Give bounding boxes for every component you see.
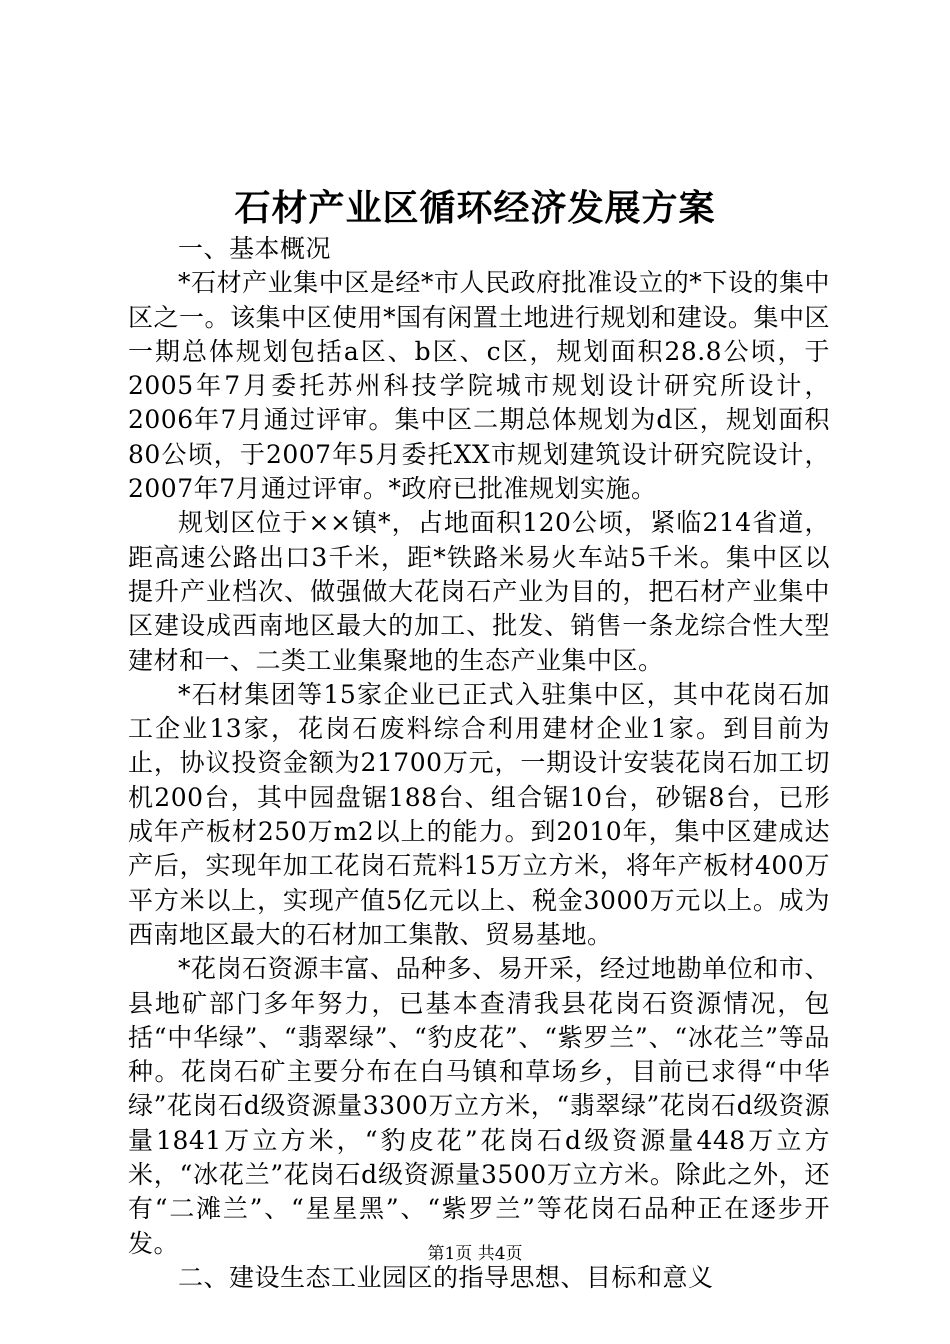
section-heading-basic-overview: 一、基本概况 [178,234,332,263]
paragraph-enterprises: *石材集团等15家企业已正式入驻集中区，其中花岗石加工企业13家，花岗石废料综合利用建材企业1家。到目前为止，协议投资金额为21700万元，一期设计安装花岗石加工切机200台，其中园盘锯188台、组合锯10台，砂锯8台，已形成年产板材250万m2以上的能力。到2010年，集中区建成达产后，实现年加工花岗石荒料15万立方米，将年产板材400万平方米以上，实现产值5亿元以上、税金3000万元以上。成为西南地区最大的石材加工集散、贸易基地。 [128,679,830,949]
paragraph-location: 规划区位于××镇*，占地面积120公顷，紧临214省道，距高速公路出口3千米，距*铁路米易火车站5千米。集中区以提升产业档次、做强做大花岗石产业为目的，把石材产业集中区建设成西南地区最大的加工、批发、销售一条龙综合性大型建材和一、二类工业集聚地的生态产业集中区。 [128,508,830,675]
page-number-footer: 第1页 共4页 [427,1244,523,1264]
section-heading-guiding-ideas: 二、建设生态工业园区的指导思想、目标和意义 [178,1262,714,1292]
paragraph-planning-overview: *石材产业集中区是经*市人民政府批准设立的*下设的集中区之一。该集中区使用*国有闲置土地进行规划和建设。集中区一期总体规划包括a区、b区、c区，规划面积28.8公顷，于2005年7月委托苏州科技学院城市规划设计研究所设计，2006年7月通过评审。集中区二期总体规划为d区，规划面积80公顷，于2007年5月委托XX市规划建筑设计研究院设计，2007年7月通过评审。*政府已批准规划实施。 [128,268,830,504]
document-title: 石材产业区循环经济发展方案 [234,187,716,229]
paragraph-granite-resources: *花岗石资源丰富、品种多、易开采，经过地勘单位和市、县地矿部门多年努力，已基本查清我县花岗石资源情况，包括“中华绿”、“翡翠绿”、“豹皮花”、“紫罗兰”、“冰花兰”等品种。花岗石矿主要分布在白马镇和草场乡，目前已求得“中华绿”花岗石d级资源量3300万立方米，“翡翠绿”花岗石d级资源量1841万立方米，“豹皮花”花岗石d级资源量448万立方米，“冰花兰”花岗石d级资源量3500万立方米。除此之外，还有“二滩兰”、“星星黑”、“紫罗兰”等花岗石品种正在逐步开发。 [128,954,830,1258]
document-body [128,232,830,1295]
